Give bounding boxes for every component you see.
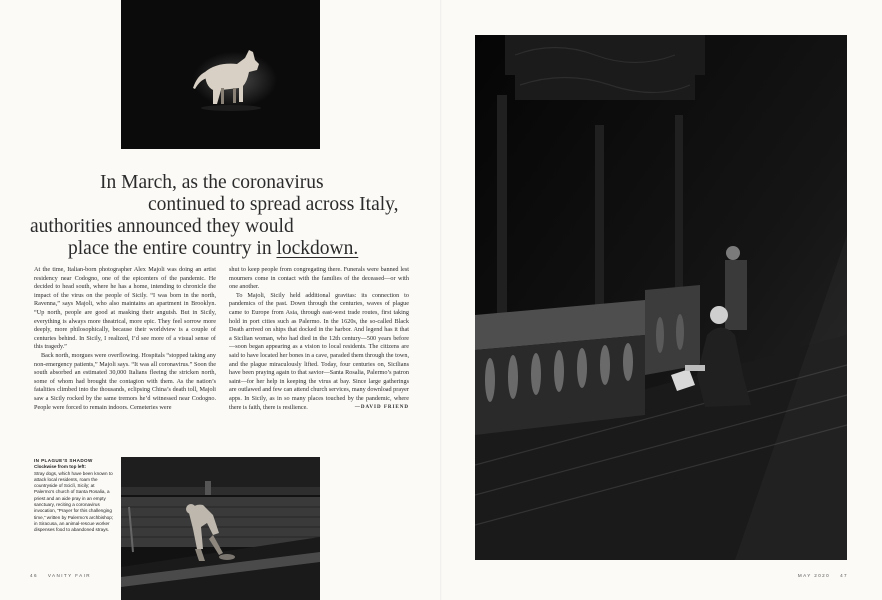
body-paragraph-text: To Majoli, Sicily held additional gravitas: its connection to pandemics of the past. Down through the centuries, waves of plague came to Europe from Asia, through east-west trade routes, first taking hold in port cities such as Palermo. In the 1620s, the so-called Black Death arrived on ships that docked in the harbor. And legend has it that a Sicilian woman, who had died in the 12th century—500 years before—soon began appearing as a vision to local residents. The citizens are said to have located her bones in a cave, paraded them through the town, and the plague miraculously lifted. Today, four centuries on, Sicilians have been praying again to that savior—Santa Rosalia, Palermo’s patron saint—for her help in keeping the virus at bay. Since large gatherings are outlawed and few can attend church services, many download prayer apps. In Sicily, as in so many places touched by the pandemic, where there is faith, there is resilience. — [229, 291, 409, 411]
body-paragraph — [229, 292, 409, 412]
headline-line-3: authorities announced they would — [30, 216, 294, 237]
headline — [30, 172, 415, 260]
church-interior-image — [475, 35, 847, 560]
body-paragraph: shut to keep people from congregating there. Funerals were banned lest mourners come in contact with the families of the deceased—or with one another. — [229, 266, 409, 291]
caption-subheading: Clockwise from top left: — [34, 464, 87, 470]
caption-heading: IN PLAGUE’S SHADOW — [34, 458, 93, 463]
page-number-left: 46 — [30, 573, 38, 578]
headline-line-2: continued to spread across Italy, — [148, 194, 399, 215]
rescue-worker-image — [121, 457, 320, 600]
page-number-right: 47 — [840, 573, 848, 578]
headline-line-4 — [30, 238, 415, 260]
folio-right — [798, 573, 848, 578]
page-gutter — [440, 0, 442, 600]
photo-caption — [34, 458, 114, 534]
stray-dog-image — [121, 0, 320, 149]
magazine-name: VANITY FAIR — [47, 573, 91, 578]
photo-church-santa-rosalia — [475, 35, 847, 560]
folio-left — [30, 573, 91, 578]
issue-date: MAY 2020 — [797, 573, 831, 578]
body-column-right — [229, 266, 409, 412]
body-column-left — [34, 266, 216, 412]
byline: —DAVID FRIEND — [354, 404, 409, 410]
headline-keyword: lockdown. — [276, 238, 359, 259]
caption-text: Stray dogs, which have been known to attack local residents, roam the countryside of Sciclì, Sicily; at Palermo’s church of Santa Rosalia, a priest and an aide pray in an empty sanctuary, reciting a coronavirus invocation, “Prayer for this challenging time,” written by Palermo’s archbishop; in Siracusa, an animal-rescue worker dispenses food to abandoned strays. — [34, 470, 114, 533]
body-paragraph: At the time, Italian-born photographer Alex Majoli was doing an artist residency near Codogno, one of the epicenters of the pandemic. He decided to head south, where he has a home, intending to chronicle the impact of the virus on the people of Sicily. “I was born in the north, Ravenna,” says Majoli, who also maintains an apartment in Brooklyn. “Up north, people are good at masking their anguish. But in Sicily, everything is always more theatrical, more epic. They feel sorrow more deeply, more philosophically, because their worldview is a couple of centuries behind. In Sicily, I realized, I’d see more of a visual sense of this tragedy.” — [34, 266, 216, 351]
headline-line-4-prefix: place the entire country in — [68, 238, 277, 259]
photo-rescue-worker — [121, 457, 320, 600]
body-paragraph: Back north, morgues were overflowing. Hospitals “stopped taking any non-emergency patients,” Majoli says. “It was all coronavirus.” Soon the south absorbed an estimated 30,000 Italians fleeing the stricken north, some of whom had brought the contagion with them. As the nation’s fatalities climbed into the thousands, eclipsing China’s death toll, Majoli saw a Sicily rocked by the same tremors he’d witnessed near Codogno. People were forced to remain indoors. Cemeteries were — [34, 351, 216, 411]
photo-stray-dog — [121, 0, 320, 149]
headline-line-1: In March, as the coronavirus — [100, 172, 324, 193]
